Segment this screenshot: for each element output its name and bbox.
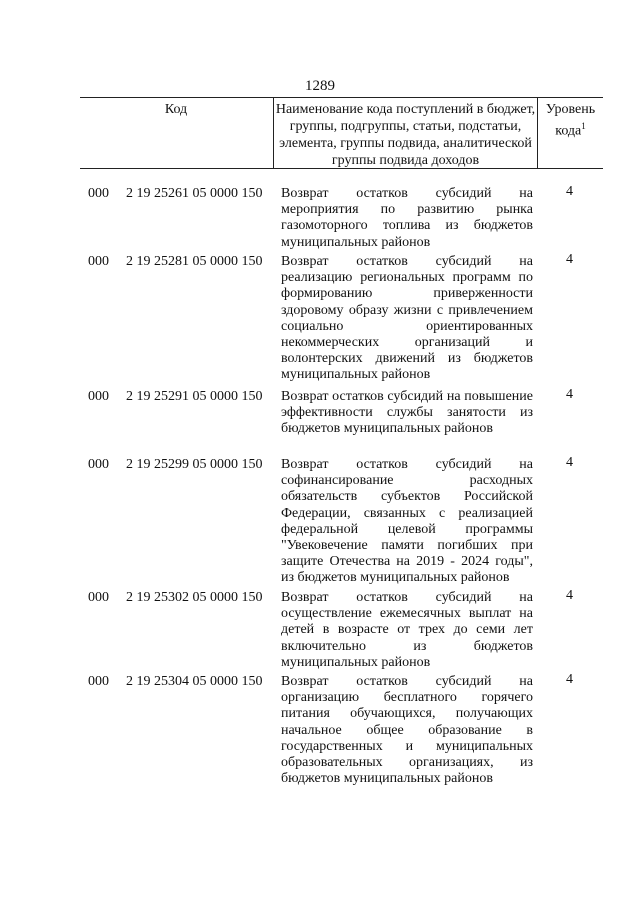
row-name: Возврат остатков субсидий на реализацию региональных программ по формированию приверженности здоровому образу жизни с привлечением социально ориентированных некоммерческих организаций и волонтерских движений из бюджетов муниципальных районов	[281, 254, 533, 383]
row-name: Возврат остатков субсидий на осуществление ежемесячных выплат на детей в возрасте от трех до семи лет включительно из бюджетов муниципальных районов	[281, 590, 533, 670]
header-name-cell	[273, 98, 538, 168]
header-level-footnote: 1	[581, 121, 586, 131]
table-header	[80, 97, 603, 169]
row-level: 4	[566, 672, 573, 687]
row-level: 4	[566, 588, 573, 603]
row-prefix: 000	[88, 674, 109, 689]
row-code: 2 19 25304 05 0000 150	[126, 674, 263, 689]
row-name: Возврат остатков субсидий на софинансирование расходных обязательств субъектов Российской Федерации, связанных с реализацией федеральной целевой программы "Увековечение памяти погибших при защите Отечества на 2019 - 2024 годы", из бюджетов муниципальных районов	[281, 457, 533, 586]
row-code: 2 19 25281 05 0000 150	[126, 254, 263, 269]
header-level-text: Уровень кода	[545, 102, 596, 139]
row-code: 2 19 25261 05 0000 150	[126, 186, 263, 201]
header-level-cell	[538, 98, 603, 168]
row-code: 2 19 25302 05 0000 150	[126, 590, 263, 605]
header-code-label: Код	[164, 102, 188, 117]
row-name: Возврат остатков субсидий на мероприятия по развитию рынка газомоторного топлива из бюджетов муниципальных районов	[281, 186, 533, 250]
row-level: 4	[566, 455, 573, 470]
row-prefix: 000	[88, 590, 109, 605]
row-code: 2 19 25291 05 0000 150	[126, 389, 263, 404]
row-prefix: 000	[88, 186, 109, 201]
header-name-label: Наименование кода поступлений в бюджет, группы, подгруппы, статьи, подстатьи, элемента, группы подвида, аналитической группы подвида доходов	[275, 102, 536, 168]
row-prefix: 000	[88, 254, 109, 269]
row-prefix: 000	[88, 389, 109, 404]
row-name: Возврат остатков субсидий на повышение эффективности службы занятости из бюджетов муниципальных районов	[281, 389, 533, 437]
row-level: 4	[566, 387, 573, 402]
row-prefix: 000	[88, 457, 109, 472]
row-name: Возврат остатков субсидий на организацию бесплатного горячего питания обучающихся, получающих начальное общее образование в государственных и муниципальных образовательных организациях, из бюджетов муниципальных районов	[281, 674, 533, 787]
header-code-cell	[80, 98, 272, 168]
row-code: 2 19 25299 05 0000 150	[126, 457, 263, 472]
header-level-label	[538, 98, 603, 140]
row-level: 4	[566, 252, 573, 267]
page-number: 1289	[305, 78, 335, 94]
row-level: 4	[566, 184, 573, 199]
